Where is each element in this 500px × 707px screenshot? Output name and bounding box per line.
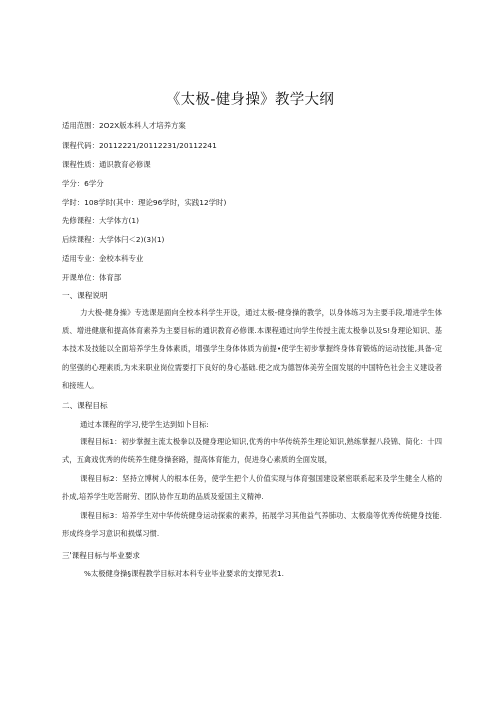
section-heading-course-description: 一、课程说明 (62, 291, 108, 300)
goal-1-paragraph (62, 433, 442, 469)
goal-3-text: 课程目标3：培养学生对中华传统健身运动探索的素养，拓展学习其他益气养肺功、太极扇等优秀传统健身技能.形成终身学习意识和损煤习惯. (62, 511, 442, 539)
course-description-paragraph (62, 304, 442, 395)
meta-prerequisite: 先修课程：大学体方(1) (62, 216, 139, 225)
document-title: 《太极-健身操》教学大纲 (165, 92, 335, 108)
meta-applicable-major: 适用专业：金校本科专业 (62, 254, 144, 263)
meta-credits: 学分：6学分 (62, 179, 104, 188)
meta-follow-up: 后续课程：大学体闩＜2)(3)(1) (62, 235, 165, 244)
meta-scope: 适用范围：2O2X版本科人才培养方案 (62, 121, 186, 130)
meta-hours: 学时：108学时(其中：理论96学时，实践12学时) (62, 198, 227, 207)
goals-intro: 通过本课程的学习,使学生达到如卜目标: (80, 420, 209, 429)
goal-1-text: 课程目标1：初步掌握主流太极拳以及健身理论知识,优秀的中华传统养生理论知识,熟练掌握八段锦、简化：十四式，五禽戏优秀的传统养生健身操套路，提高体育能力，促进身心素质的全面发展， (62, 437, 442, 465)
course-description-text: 力大极-健身操》专选课是面向全校本科学生开设，通过太极-健身操的教学，以身体练习为主要手段,增进学生体质、增进健康和提高体育素养为主要目标的通识教育必修课.本课程通过向学生传授主流太极拳以及S!身理论知识、基本技术及技能以全面培养学生身体素质，增强学生身体体质为前提•使学生初步掌握终身体育锻炼的运动技能,具备-定的坚强的心理素质,为未来职业岗位需要打下良好的身心基础.使之成为德智体美劳全面发展的中国特色社会主义建设者和接班人。 (62, 308, 442, 390)
section-heading-goals-and-requirements: 三'课程目标与毕业要求 (62, 551, 141, 560)
meta-department: 开课单位：体育部 (62, 273, 122, 282)
goals-support-text: %太极健身操§课程教学目标对本科专业毕业要求的支撑见表1. (84, 569, 284, 578)
meta-course-code: 课程代码：20112221/20112231/20112241 (62, 141, 217, 150)
section-heading-course-goals: 二、课程目标 (62, 401, 108, 410)
goal-2-text: 课程目标2：坚持立博树人的根本任务，使学生把个人价值实现与体育强国建设紧密联系起来及学生健全人格的扑成,培养学生吃苦耐劳、团队协作互助的品质及爱国主义精神. (62, 474, 442, 502)
goal-2-paragraph (62, 470, 442, 506)
meta-course-nature: 课程性质：通识教育必修课 (62, 160, 151, 169)
goal-3-paragraph (62, 507, 442, 543)
